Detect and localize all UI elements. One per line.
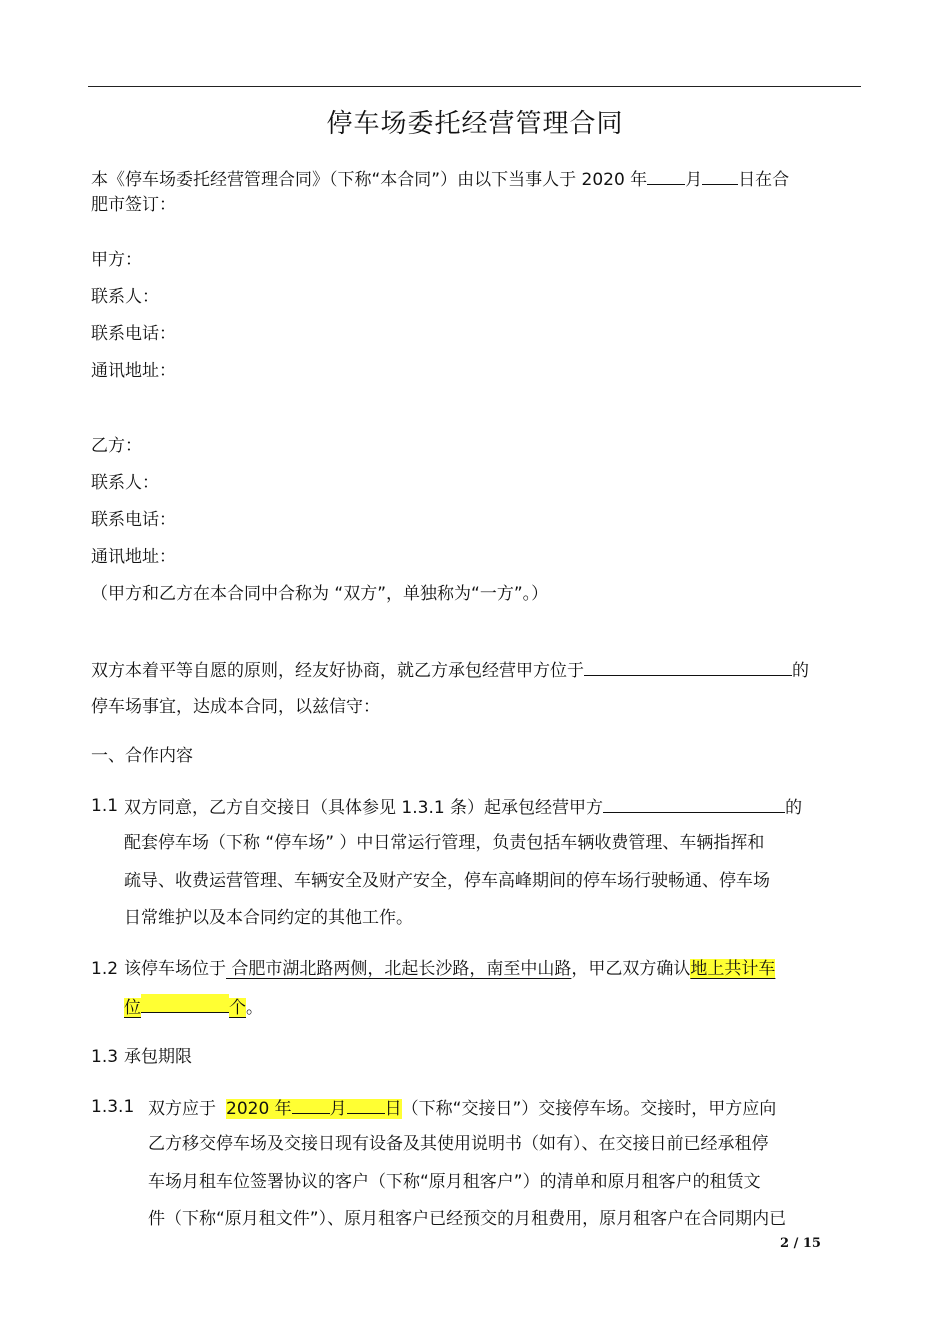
document-title: 停车场委托经营管理合同 [326,109,624,139]
handover-year: 2020 年 [226,1099,292,1119]
handover-date-highlight [226,1099,402,1119]
section-heading: 一、合作内容 [91,746,193,766]
preamble-tail: 的 [792,661,809,681]
parties-note: （甲方和乙方在本合同中合称为 “双方”，单独称为“一方”。） [91,584,549,604]
clause-1-3-1-line-4: 件（下称“原月租文件”）、原月租客户已经预交的月租费用，原月租客户在合同期内已 [148,1209,787,1229]
location-blank [584,657,792,676]
party-a-contact: 联系人： [91,287,159,307]
space-count-blank [141,994,229,1013]
clause-1-1-tail: 的 [785,798,803,818]
clause-1-3-1-line-2: 乙方移交停车场及交接日现有设备及其使用说明书（如有）、在交接日前已经承租停 [148,1134,769,1154]
clause-1-1-line-1 [124,794,802,820]
clause-1-3-number: 1.3 [91,1047,119,1067]
clause-1-1-line-2: 配套停车场（下称 “停车场” ）中日常运行管理，负责包括车辆收费管理、车辆指挥和 [124,833,765,853]
clause-1-3-1-number: 1.3.1 [91,1097,135,1117]
preamble-line-1 [91,657,809,683]
party-a-label: 甲方： [91,250,142,270]
handover-month: 月 [329,1099,347,1119]
intro-line-2: 肥市签订： [91,195,176,215]
intro-day: 日在合 [738,170,790,190]
handover-day-blank [347,1095,385,1114]
preamble-line-2: 停车场事宜，达成本合同，以兹信守： [91,697,380,717]
clause-1-2-line-2 [124,994,263,1020]
highlight-unit: 个 [229,998,246,1018]
intro-text: 本《停车场委托经营管理合同》（下称“本合同”）由以下当事人于 2020 年 [91,170,648,190]
clause-1-2-mid: ，甲乙双方确认 [571,959,691,979]
clause-1-3-1-post: （下称“交接日”）交接停车场。交接时，甲方应向 [401,1099,777,1119]
clause-1-1-line-4: 日常维护以及本合同约定的其他工作。 [124,908,413,928]
preamble-text: 双方本着平等自愿的原则，经友好协商，就乙方承包经营甲方位于 [91,661,584,681]
clause-1-3-title: 承包期限 [124,1047,192,1067]
clause-1-1-text: 双方同意，乙方自交接日（具体参见 1.3.1 条）起承包经营甲方 [124,798,604,818]
intro-line-1 [91,166,789,192]
clause-1-2-number: 1.2 [91,959,119,979]
party-a-address: 通讯地址： [91,361,176,381]
clause-1-1-line-3: 疏导、收费运营管理、车辆安全及财产安全，停车高峰期间的停车场行驶畅通、停车场 [124,871,770,891]
clause-1-2-end: 。 [246,998,263,1018]
clause-1-2-line-1 [124,957,775,981]
clause-1-3-1-text: 双方应于 [148,1099,216,1119]
page-number: 2 / 15 [780,1236,821,1251]
party-b-address: 通讯地址： [91,547,176,567]
lessor-blank [603,794,785,813]
highlight-space-word: 位 [124,998,141,1018]
parking-location: 合肥市湖北路两侧，北起长沙路，南至中山路 [226,959,572,979]
handover-day: 日 [384,1099,402,1119]
month-blank [647,166,685,185]
day-blank [702,166,738,185]
clause-1-3-1-line-1 [148,1095,776,1121]
party-a-phone: 联系电话： [91,324,176,344]
party-b-label: 乙方： [91,436,142,456]
party-b-contact: 联系人： [91,473,159,493]
party-b-phone: 联系电话： [91,510,176,530]
clause-1-2-text: 该停车场位于 [124,959,226,979]
clause-1-3-1-line-3: 车场月租车位签署协议的客户（下称“原月租客户”）的清单和原月租客户的租赁文 [148,1172,761,1192]
highlight-space-count: 地上共计车 [690,959,776,979]
handover-month-blank [292,1095,330,1114]
intro-month: 月 [685,170,703,190]
header-rule [88,86,861,87]
clause-1-1-number: 1.1 [91,796,119,816]
